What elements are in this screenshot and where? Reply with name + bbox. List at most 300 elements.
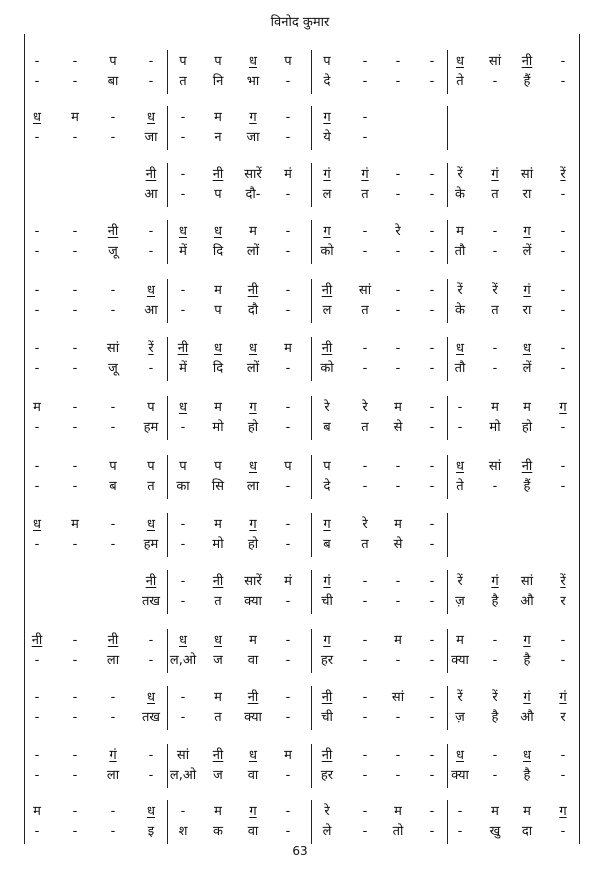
swar-note: -	[34, 283, 40, 298]
swar-note: -	[148, 54, 154, 69]
vibhag-bar	[311, 744, 312, 788]
bol-syllable: से	[393, 420, 403, 435]
swar-note: -	[180, 283, 186, 298]
bol-syllable: -	[285, 303, 291, 318]
bol-syllable: -	[285, 710, 291, 725]
vibhag-bar	[447, 744, 448, 788]
swar-note: -	[429, 517, 435, 532]
swar-note: गं	[491, 574, 499, 589]
bol-syllable: -	[429, 537, 435, 552]
notation-row	[0, 572, 600, 612]
swar-note: -	[492, 341, 498, 356]
bol-syllable: खु	[489, 824, 501, 839]
bol-syllable: ला	[106, 768, 120, 783]
swar-note: -	[429, 748, 435, 763]
swar-note: ग	[323, 633, 331, 648]
swar-note: -	[492, 224, 498, 239]
bol-syllable: रा	[522, 303, 532, 318]
bol-syllable: -	[72, 710, 78, 725]
swar-note: म	[523, 400, 531, 415]
swar-note: म	[394, 400, 402, 415]
swar-note: नी	[247, 283, 259, 298]
swar-note: -	[72, 400, 78, 415]
swar-note: म	[491, 400, 499, 415]
bol-syllable: लें	[522, 244, 532, 259]
swar-note: -	[429, 633, 435, 648]
swar-note: -	[110, 690, 116, 705]
swar-note: प	[214, 459, 222, 474]
bol-syllable: सि	[211, 479, 225, 494]
bol-syllable: त	[179, 74, 187, 89]
swar-note: ध	[214, 633, 222, 648]
vibhag-bar	[447, 455, 448, 499]
swar-note: -	[560, 224, 566, 239]
swar-note: -	[72, 690, 78, 705]
swar-note: -	[429, 167, 435, 182]
swar-note: ग	[523, 633, 531, 648]
bol-syllable: औ	[520, 594, 534, 609]
vibhag-bar	[447, 686, 448, 730]
swar-note: -	[395, 341, 401, 356]
bol-syllable: -	[492, 74, 498, 89]
bol-syllable: आ	[144, 303, 158, 318]
bol-line	[0, 766, 600, 786]
swar-note: -	[395, 748, 401, 763]
bol-syllable: -	[285, 361, 291, 376]
swar-note: -	[457, 400, 463, 415]
swar-note: -	[180, 517, 186, 532]
swar-note: प	[179, 459, 187, 474]
swar-note: नी	[247, 690, 259, 705]
bol-syllable: ब	[323, 420, 331, 435]
bol-syllable: प	[214, 303, 222, 318]
swar-note: म	[71, 110, 79, 125]
vibhag-bar	[167, 220, 168, 264]
swar-note: ध	[147, 110, 155, 125]
swar-note: प	[323, 459, 331, 474]
bol-syllable: -	[560, 768, 566, 783]
swar-note: ध	[456, 54, 464, 69]
swar-note: रें	[457, 574, 463, 589]
bol-syllable: क	[213, 824, 223, 839]
bol-syllable: लों	[246, 244, 260, 259]
swar-note: -	[110, 517, 116, 532]
bol-syllable: का	[176, 479, 190, 494]
swar-note: ध	[456, 748, 464, 763]
swar-note: म	[214, 110, 222, 125]
swar-note: म	[249, 633, 257, 648]
vibhag-bar	[311, 220, 312, 264]
swar-note: -	[110, 400, 116, 415]
swar-line	[0, 746, 600, 766]
swar-note: -	[148, 748, 154, 763]
bol-syllable: -	[285, 74, 291, 89]
bol-syllable: वा	[247, 824, 259, 839]
notation-row	[0, 515, 600, 555]
bol-syllable: इ	[147, 824, 155, 839]
bol-syllable: वा	[247, 653, 259, 668]
bol-syllable: -	[72, 244, 78, 259]
swar-note: मं	[284, 574, 292, 589]
bol-syllable: -	[395, 187, 401, 202]
vibhag-bar	[167, 744, 168, 788]
swar-note: रे	[395, 224, 401, 239]
bol-syllable: बा	[107, 74, 119, 89]
swar-line	[0, 165, 600, 185]
bol-syllable: -	[148, 74, 154, 89]
swar-note: गं	[109, 748, 117, 763]
swar-note: रे	[362, 517, 368, 532]
swar-note: रें	[560, 167, 566, 182]
swar-note: प	[147, 400, 155, 415]
swar-note: ध	[249, 459, 257, 474]
swar-note: -	[285, 400, 291, 415]
swar-note: म	[214, 517, 222, 532]
vibhag-bar	[311, 800, 312, 844]
swar-note: -	[429, 341, 435, 356]
swar-note: प	[323, 54, 331, 69]
bol-syllable: -	[362, 361, 368, 376]
swar-note: म	[249, 224, 257, 239]
swar-line	[0, 631, 600, 651]
swar-note: ग	[323, 110, 331, 125]
swar-note: म	[491, 804, 499, 819]
bol-syllable: -	[560, 74, 566, 89]
swar-note: ध	[249, 341, 257, 356]
bol-syllable: -	[395, 479, 401, 494]
swar-note: ग	[249, 804, 257, 819]
bol-syllable: ज	[213, 653, 223, 668]
bol-syllable: -	[560, 479, 566, 494]
bol-line	[0, 185, 600, 205]
swar-note: गं	[491, 167, 499, 182]
swar-line	[0, 688, 600, 708]
bol-syllable: -	[180, 130, 186, 145]
bol-syllable: -	[72, 653, 78, 668]
bol-syllable: -	[560, 361, 566, 376]
vibhag-bar	[167, 686, 168, 730]
swar-note: -	[492, 748, 498, 763]
swar-note: -	[72, 804, 78, 819]
swar-note: ध	[147, 804, 155, 819]
notation-row	[0, 631, 600, 671]
swar-note: म	[33, 400, 41, 415]
bol-syllable: ये	[323, 130, 331, 145]
bol-syllable: ला	[246, 479, 260, 494]
bol-syllable: हम	[143, 537, 159, 552]
bol-syllable: वा	[247, 768, 259, 783]
swar-line	[0, 457, 600, 477]
bol-syllable: औ	[520, 710, 534, 725]
bol-syllable: -	[34, 420, 40, 435]
swar-note: -	[429, 690, 435, 705]
swar-note: ध	[179, 400, 187, 415]
bol-syllable: -	[285, 479, 291, 494]
vibhag-bar	[311, 629, 312, 673]
notation-row	[0, 457, 600, 497]
swar-note: -	[34, 690, 40, 705]
bol-syllable: मो	[212, 537, 224, 552]
notation-row	[0, 339, 600, 379]
swar-note: नी	[107, 224, 119, 239]
swar-note: -	[395, 459, 401, 474]
vibhag-bar	[167, 800, 168, 844]
swar-note: -	[180, 574, 186, 589]
bol-syllable: -	[395, 303, 401, 318]
swar-note: -	[429, 459, 435, 474]
bol-line	[0, 477, 600, 497]
swar-note: -	[492, 633, 498, 648]
swar-note: गं	[323, 167, 331, 182]
bol-syllable: -	[72, 361, 78, 376]
swar-note: ध	[147, 283, 155, 298]
bol-syllable: तौ	[454, 361, 466, 376]
bol-syllable: -	[429, 710, 435, 725]
bol-syllable: क्या	[451, 768, 469, 783]
swar-note: नी	[177, 341, 189, 356]
swar-line	[0, 52, 600, 72]
bol-syllable: -	[148, 653, 154, 668]
bol-line	[0, 128, 600, 148]
swar-note: -	[395, 574, 401, 589]
bol-syllable: त	[361, 537, 369, 552]
swar-note: -	[285, 690, 291, 705]
swar-note: -	[429, 400, 435, 415]
vibhag-bar	[447, 50, 448, 94]
swar-note: -	[285, 283, 291, 298]
bol-syllable: ज़	[455, 594, 465, 609]
bol-syllable: त	[491, 303, 499, 318]
bol-syllable: -	[457, 824, 463, 839]
bol-syllable: ला	[106, 653, 120, 668]
bol-syllable: -	[148, 244, 154, 259]
swar-note: म	[33, 804, 41, 819]
bol-syllable: तो	[392, 824, 404, 839]
bol-syllable: -	[492, 653, 498, 668]
bol-syllable: -	[429, 187, 435, 202]
bol-line	[0, 592, 600, 612]
bol-syllable: -	[72, 420, 78, 435]
swar-note: नी	[521, 459, 533, 474]
bol-syllable: -	[180, 537, 186, 552]
vibhag-bar	[447, 800, 448, 844]
bol-syllable: -	[429, 361, 435, 376]
swar-note: नी	[145, 167, 157, 182]
swar-note: नी	[212, 167, 224, 182]
swar-note: -	[362, 690, 368, 705]
bol-syllable: -	[285, 653, 291, 668]
bol-syllable: -	[560, 420, 566, 435]
bol-syllable: दे	[323, 479, 331, 494]
bol-syllable: में	[179, 361, 187, 376]
swar-note: रें	[148, 341, 154, 356]
swar-note: ग	[249, 517, 257, 532]
swar-note: गं	[523, 283, 531, 298]
bol-syllable: त	[214, 710, 222, 725]
bol-syllable: त	[491, 187, 499, 202]
swar-line	[0, 281, 600, 301]
bol-syllable: आ	[144, 187, 158, 202]
swar-note: -	[395, 167, 401, 182]
swar-line	[0, 515, 600, 535]
bol-syllable: -	[34, 653, 40, 668]
bol-syllable: -	[180, 420, 186, 435]
notation-row	[0, 746, 600, 786]
swar-note: नी	[145, 574, 157, 589]
vibhag-bar	[447, 513, 448, 557]
swar-note: रे	[324, 400, 330, 415]
bol-syllable: -	[180, 187, 186, 202]
bol-syllable: -	[72, 303, 78, 318]
bol-syllable: दौ-	[245, 187, 261, 202]
bol-syllable: -	[395, 74, 401, 89]
swar-note: -	[429, 283, 435, 298]
bol-syllable: -	[362, 74, 368, 89]
bol-syllable: दे	[323, 74, 331, 89]
bol-line	[0, 301, 600, 321]
bol-syllable: -	[34, 537, 40, 552]
margin-bar	[24, 34, 25, 840]
vibhag-bar	[311, 396, 312, 440]
swar-note: ग	[559, 804, 567, 819]
swar-note: ध	[179, 633, 187, 648]
swar-note: ग	[559, 400, 567, 415]
bol-syllable: -	[72, 824, 78, 839]
notation-row	[0, 52, 600, 92]
bol-syllable: है	[523, 653, 531, 668]
bol-syllable: जा	[246, 130, 260, 145]
swar-note: नी	[212, 748, 224, 763]
swar-note: ग	[523, 224, 531, 239]
swar-note: -	[180, 690, 186, 705]
swar-note: म	[214, 400, 222, 415]
swar-note: ध	[214, 224, 222, 239]
bol-syllable: रा	[522, 187, 532, 202]
swar-note: -	[395, 283, 401, 298]
swar-note: -	[560, 633, 566, 648]
bol-syllable: -	[110, 824, 116, 839]
bol-syllable: -	[492, 361, 498, 376]
bol-syllable: -	[72, 479, 78, 494]
swar-note: सां	[176, 748, 190, 763]
bol-syllable: -	[34, 244, 40, 259]
vibhag-bar	[311, 337, 312, 381]
bol-line	[0, 651, 600, 671]
bol-syllable: -	[429, 420, 435, 435]
bol-syllable: हो	[521, 420, 533, 435]
swar-note: सारें	[244, 574, 262, 589]
bol-syllable: -	[492, 768, 498, 783]
swar-note: रे	[362, 400, 368, 415]
swar-note: म	[284, 748, 292, 763]
swar-note: गं	[361, 167, 369, 182]
swar-note: -	[285, 517, 291, 532]
bol-syllable: -	[34, 479, 40, 494]
bol-syllable: -	[362, 824, 368, 839]
swar-note: -	[560, 459, 566, 474]
swar-note: -	[362, 54, 368, 69]
vibhag-bar	[167, 455, 168, 499]
bol-syllable: तख	[141, 594, 161, 609]
notation-row	[0, 398, 600, 438]
vibhag-bar	[167, 629, 168, 673]
bol-syllable: ज़	[455, 710, 465, 725]
bol-syllable: तख	[141, 710, 161, 725]
swar-note: -	[34, 54, 40, 69]
vibhag-bar	[167, 513, 168, 557]
bol-syllable: को	[320, 361, 334, 376]
bol-syllable: -	[492, 244, 498, 259]
bol-syllable: -	[395, 361, 401, 376]
swar-note: नी	[31, 633, 43, 648]
notation-row	[0, 802, 600, 842]
bol-line	[0, 822, 600, 842]
swar-note: -	[560, 54, 566, 69]
swar-note: रें	[492, 690, 498, 705]
bol-syllable: -	[180, 710, 186, 725]
vibhag-bar	[311, 455, 312, 499]
bol-syllable: र	[560, 710, 566, 725]
swar-note: प	[147, 459, 155, 474]
swar-note: नी	[521, 54, 533, 69]
bol-syllable: -	[362, 594, 368, 609]
swar-note: -	[34, 341, 40, 356]
page-title: विनोद कुमार	[270, 15, 330, 30]
vibhag-bar	[167, 279, 168, 323]
swar-note: म	[214, 690, 222, 705]
vibhag-bar	[311, 686, 312, 730]
bol-syllable: -	[362, 130, 368, 145]
bol-syllable: जू	[108, 361, 118, 376]
swar-note: नी	[212, 574, 224, 589]
swar-note: नी	[321, 283, 333, 298]
swar-note: ध	[33, 110, 41, 125]
bol-syllable: हैं	[523, 74, 531, 89]
bol-syllable: -	[285, 594, 291, 609]
swar-note: मं	[284, 167, 292, 182]
bol-syllable: है	[523, 768, 531, 783]
swar-note: -	[362, 341, 368, 356]
swar-line	[0, 222, 600, 242]
swar-note: ग	[323, 224, 331, 239]
vibhag-bar	[167, 570, 168, 614]
swar-note: म	[523, 804, 531, 819]
swar-note: म	[214, 804, 222, 819]
bol-syllable: दा	[521, 824, 533, 839]
swar-note: रें	[457, 690, 463, 705]
swar-note: -	[72, 341, 78, 356]
bol-syllable: ज	[213, 768, 223, 783]
bol-syllable: -	[285, 824, 291, 839]
swar-note: -	[110, 110, 116, 125]
bol-line	[0, 535, 600, 555]
bol-syllable: क्या	[451, 653, 469, 668]
swar-note: -	[148, 633, 154, 648]
bol-syllable: -	[285, 130, 291, 145]
swar-note: ध	[523, 748, 531, 763]
swar-note: सारें	[244, 167, 262, 182]
bol-syllable: -	[457, 420, 463, 435]
bol-syllable: -	[362, 479, 368, 494]
page-number: 63	[292, 844, 308, 858]
bol-syllable: ल,ओ	[169, 653, 197, 668]
vibhag-bar	[311, 513, 312, 557]
bol-syllable: त	[214, 594, 222, 609]
bol-syllable: क्या	[244, 594, 262, 609]
bol-line	[0, 242, 600, 262]
swar-note: प	[109, 459, 117, 474]
bol-syllable: -	[429, 768, 435, 783]
